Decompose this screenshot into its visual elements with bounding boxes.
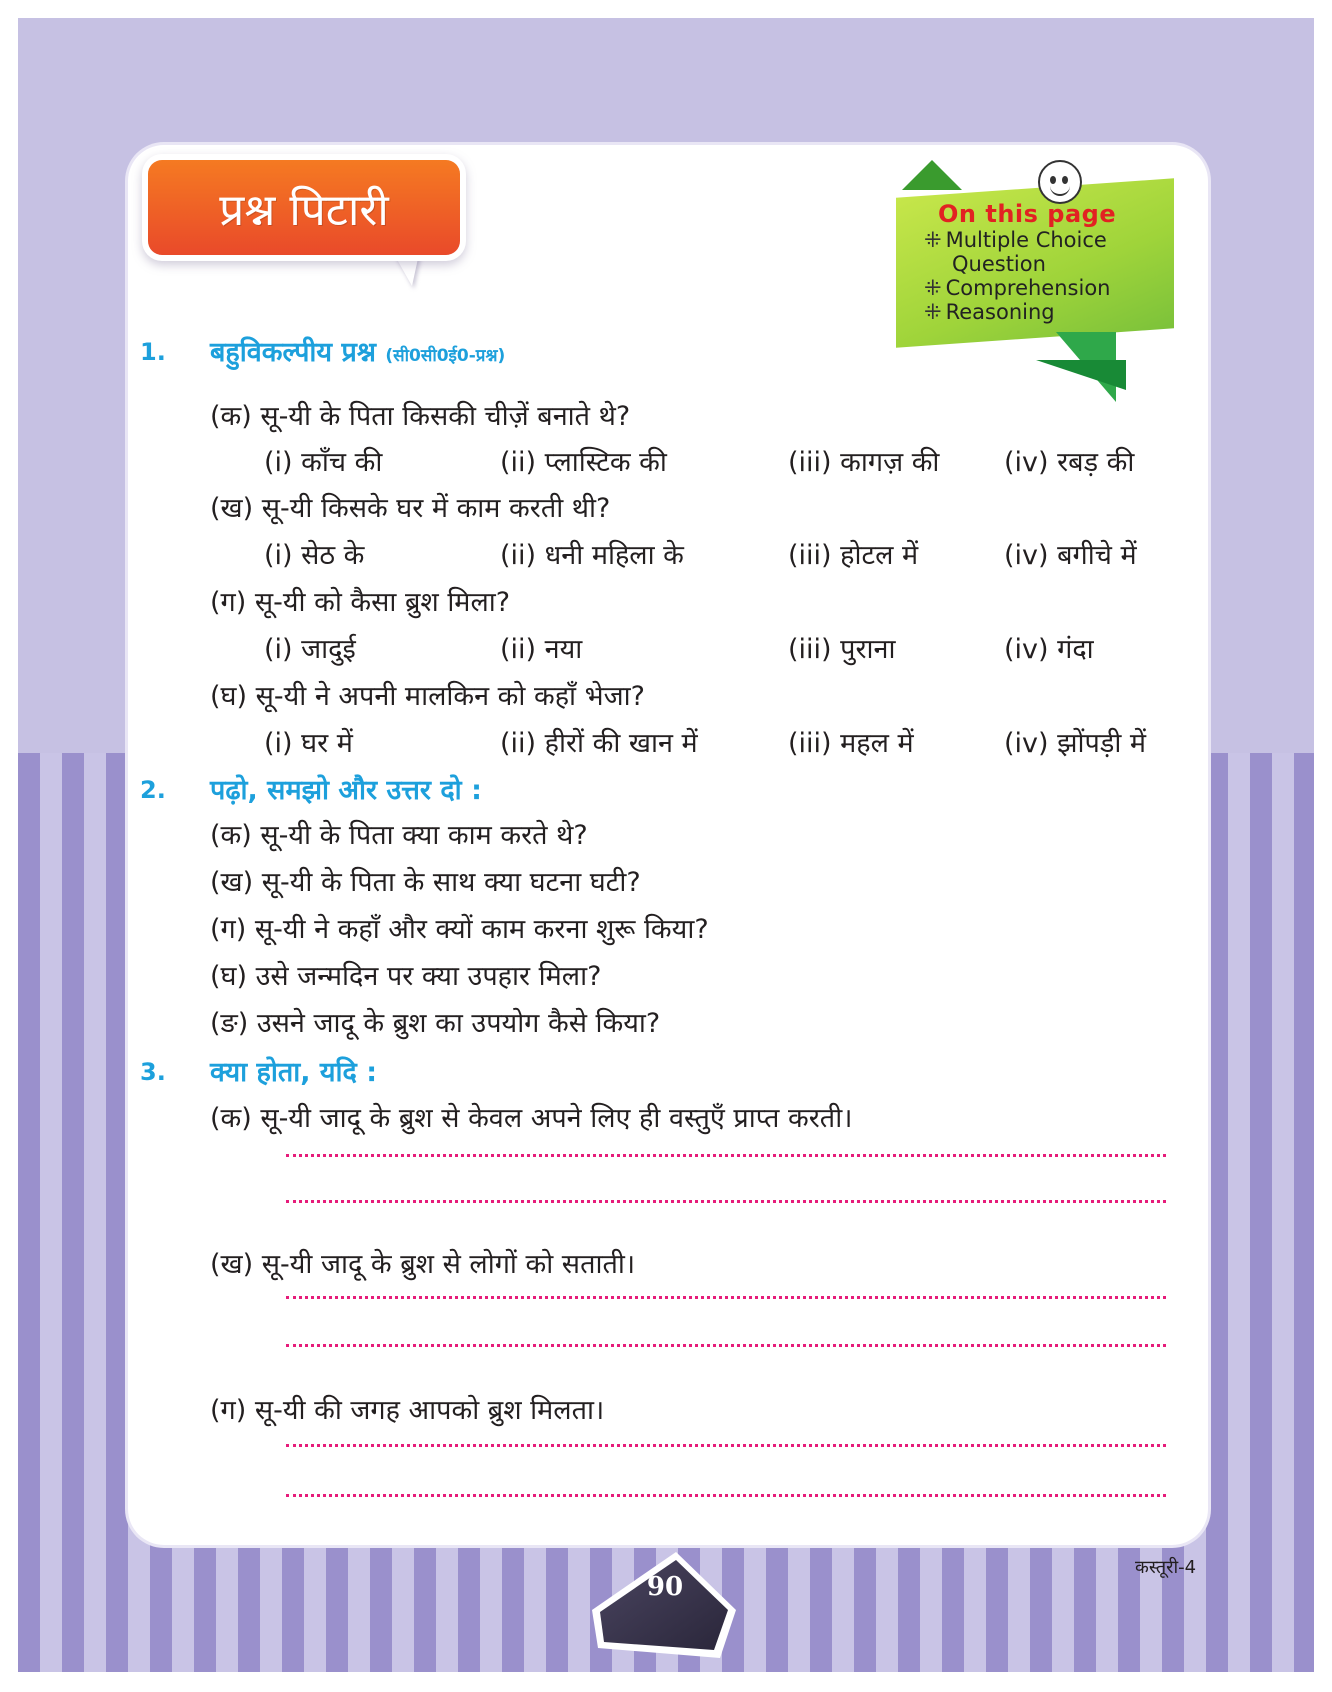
mcq-option: (ii) प्लास्टिक की	[500, 447, 667, 478]
mcq-option: (iii) महल में	[788, 728, 914, 759]
mcq-option: (ii) हीरों की खान में	[500, 728, 698, 759]
mcq-option: (iii) पुराना	[788, 634, 896, 665]
smiley-face-icon	[1038, 160, 1082, 204]
mcq-option: (i) जादुई	[264, 634, 356, 665]
page-number-shape	[590, 1550, 740, 1660]
section-3-heading: क्या होता, यदि :	[210, 1057, 378, 1088]
mcq-option: (iv) झोंपड़ी में	[1004, 728, 1147, 759]
section-2-number: 2.	[140, 776, 166, 804]
page-number: 90	[646, 1572, 684, 1602]
mcq-question: (क) सू-यी के पिता किसकी चीज़ें बनाते थे?	[210, 401, 631, 432]
mcq-option: (ii) नया	[500, 634, 583, 665]
banner-item: ⁜ Reasoning	[924, 300, 1055, 324]
banner-heading: On this page	[938, 200, 1117, 228]
mcq-question: (ग) सू-यी को कैसा ब्रुश मिला?	[210, 587, 511, 618]
mcq-option: (i) सेठ के	[264, 540, 365, 571]
question-line: (क) सू-यी के पिता क्या काम करते थे?	[210, 820, 588, 851]
page-number-badge	[590, 1550, 740, 1660]
question-line: (ङ) उसने जादू के ब्रुश का उपयोग कैसे किया?	[210, 1008, 661, 1039]
mcq-question: (ख) सू-यी किसके घर में काम करती थी?	[210, 493, 611, 524]
section-2-heading: पढ़ो, समझो और उत्तर दो :	[210, 775, 482, 806]
on-this-page-banner	[896, 160, 1176, 440]
answer-line[interactable]	[286, 1200, 1166, 1203]
mcq-option: (iv) बगीचे में	[1004, 540, 1137, 571]
banner-text	[924, 200, 1174, 324]
mcq-option: (iv) रबड़ की	[1004, 447, 1135, 478]
mcq-question: (घ) सू-यी ने अपनी मालकिन को कहाँ भेजा?	[210, 681, 645, 712]
section-1-heading: बहुविकल्पीय प्रश्न (सी0सी0ई0-प्रश्न)	[210, 337, 506, 368]
answer-line[interactable]	[286, 1296, 1166, 1299]
mcq-option: (iii) होटल में	[788, 540, 919, 571]
question-line: (ग) सू-यी ने कहाँ और क्यों काम करना शुरू किया?	[210, 914, 709, 945]
question-line: (ख) सू-यी जादू के ब्रुश से लोगों को सताती।	[210, 1249, 636, 1280]
book-name: कस्तूरी-4	[1135, 1557, 1197, 1578]
mcq-option: (i) काँच की	[264, 447, 383, 478]
question-line: (ख) सू-यी के पिता के साथ क्या घटना घटी?	[210, 867, 641, 898]
page-title: प्रश्न पिटारी	[219, 184, 389, 236]
banner-item: Question	[952, 252, 1046, 276]
section-1-number: 1.	[140, 338, 166, 366]
banner-ribbon-tail	[1036, 360, 1126, 440]
section-3-number: 3.	[140, 1058, 166, 1086]
question-line: (ग) सू-यी की जगह आपको ब्रुश मिलता।	[210, 1395, 605, 1426]
answer-line[interactable]	[286, 1154, 1166, 1157]
answer-line[interactable]	[286, 1344, 1166, 1347]
answer-line[interactable]	[286, 1494, 1166, 1497]
mcq-option: (iv) गंदा	[1004, 634, 1094, 665]
banner-item: ⁜ Comprehension	[924, 276, 1111, 300]
mcq-option: (iii) कागज़ की	[788, 447, 940, 478]
banner-fold	[902, 160, 962, 190]
banner-item: ⁜ Multiple Choice	[924, 228, 1107, 252]
mcq-option: (i) घर में	[264, 728, 353, 759]
question-line: (घ) उसे जन्मदिन पर क्या उपहार मिला?	[210, 961, 602, 992]
mcq-option: (ii) धनी महिला के	[500, 540, 684, 571]
question-line: (क) सू-यी जादू के ब्रुश से केवल अपने लिए ही वस्तुएँ प्राप्त करती।	[210, 1103, 853, 1134]
answer-line[interactable]	[286, 1444, 1166, 1447]
